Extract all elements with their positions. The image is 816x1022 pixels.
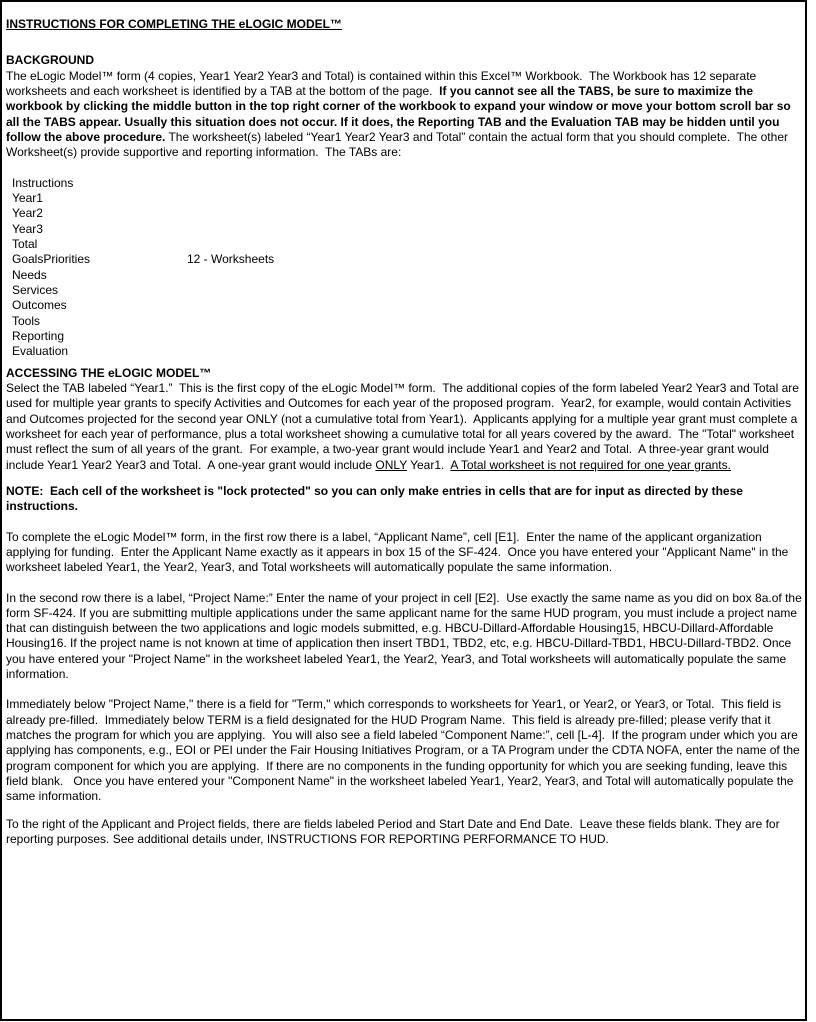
worksheet-tab-item	[12, 222, 803, 237]
section-accessing	[6, 366, 803, 473]
text-run: To complete the eLogic Model™ form, in the first row there is a label, “Applicant Name”, cell [E1]. Enter the name of the applicant organization applying for funding. Enter the Applicant Name exactly as it appears in box 15 of the SF-424. Once you have entered your "Applicant Name" in the worksheet labeled Year1, the Year2, Year3, and Total worksheets will automatically populate the same information.	[6, 529, 792, 575]
worksheet-tab-item	[12, 268, 803, 283]
period-dates-paragraph	[6, 817, 803, 848]
text-run: The eLogic Model™ form (4 copies, Year1 Year2 Year3 and Total) is contained within this Excel™ Workbook. The Workbook has 12 separate worksheets and each worksheet is identified by a TAB at the bottom of the page.	[6, 68, 760, 98]
text-run: A Total worksheet is not required for one year grants.	[450, 457, 731, 472]
worksheet-tab-label: Instructions	[12, 175, 74, 190]
worksheet-tab-label: Tools	[12, 313, 41, 328]
term-component-paragraph	[6, 697, 803, 804]
accessing-paragraph	[6, 381, 803, 473]
text-run: Select the TAB labeled “Year1.” This is the first copy of the eLogic Model™ form. The additional copies of the form labeled Year2 Year3 and Total are used for multiple year grants to specify Activities and Outcomes for each year of the proposed program. Year2, for example, would contain Activities and Outcomes projected for the second year ONLY (not a cumulative total from Year1). Applicants applying for a multiple year grant must complete a worksheet for each year of performance, plus a total worksheet showing a cumulative total for all years covered by the award. The "Total" worksheet must reflect the sum of all years of the grant. For example, a two-year grant would include Year1 and Year2 and Total. A three-year grant would include Year1 Year2 Year3 and Total. A one-year grant would include	[6, 380, 803, 472]
worksheet-tab-item	[12, 252, 803, 267]
project-name-paragraph	[6, 590, 806, 683]
worksheet-tab-item	[12, 344, 803, 359]
worksheet-tab-label: Reporting	[12, 328, 65, 343]
text-run: To the right of the Applicant and Project fields, there are fields labeled Period and Start Date and End Date. Leave these fields blank. They are for reporting purposes. See additional details under, INSTRUCTIONS FOR REPORTING PERFORMANCE TO HUD.	[6, 816, 783, 847]
text-run: NOTE: Each cell of the worksheet is "lock protected" so you can only make entries in cells that are for input as directed by these instructions.	[6, 483, 747, 514]
worksheet-tab-item	[12, 314, 803, 329]
worksheet-tab-item	[12, 176, 803, 191]
worksheet-tab-label: Year1	[12, 190, 43, 205]
worksheet-tab-label: Total	[12, 236, 38, 251]
worksheet-tab-item	[12, 237, 803, 252]
worksheet-tab-label: Year3	[12, 221, 43, 236]
background-paragraph	[6, 69, 803, 161]
applicant-name-paragraph	[6, 530, 803, 576]
accessing-heading: ACCESSING THE eLOGIC MODEL™	[6, 365, 212, 380]
text-run: The worksheet(s) labeled “Year1 Year2 Year3 and Total” contain the actual form that you should complete. The other Worksheet(s) provide supportive and reporting information. The TABs are:	[6, 129, 792, 160]
text-run: ONLY	[375, 457, 407, 472]
text-run: In the second row there is a label, “Project Name:” Enter the name of your project in cell [E2]. Use exactly the same name as you did on box 8a.of the form SF-424. If you are submitting multiple applications under the same applicant name for the same HUD program, you must include a project name that can distinguish between the two applications and logic models submitted, e.g. HBCU-Dillard-Affordable Housing15, HBCU-Dillard-Affordable Housing16. If the project name is not known at time of application then insert TBD1, TBD2, etc, e.g. HBCU-Dillard-TBD1, HBCU-Dillard-TBD2. Once you have entered your "Project Name" in the worksheet labeled Year1, the Year2, Year3, and Total worksheets will automatically populate the same information.	[6, 590, 806, 682]
worksheet-tab-label: GoalsPriorities	[12, 252, 91, 267]
worksheet-tab-item	[12, 283, 803, 298]
worksheet-tab-label: Needs	[12, 267, 47, 282]
worksheet-tab-label: Evaluation	[12, 344, 69, 359]
worksheet-tab-item	[12, 298, 803, 313]
text-run: If you cannot see all the TABS, be sure to maximize the workbook by clicking the middle button in the top right corner of the workbook to expand your window or move your bottom scroll bar so all the TABS appear. Usually this situation does not occur. If it does, the Reporting TAB and the Evaluation TAB may be hidden until you follow the above procedure.	[6, 83, 795, 144]
worksheet-tab-item	[12, 191, 803, 206]
note-paragraph	[6, 484, 803, 515]
text-run: Year1.	[406, 457, 451, 472]
worksheet-tab-label: Year2	[12, 206, 43, 221]
background-heading: BACKGROUND	[6, 53, 94, 68]
text-run: Immediately below "Project Name," there is a field for "Term," which corresponds to worksheets for Year1, or Year2, or Year3, or Total. This field is already pre-filled. Immediately below TERM is a field designated for the HUD Program Name. This field is already pre-filled; please verify that it matches the program for which you are applying. You will also see a field labeled “Component Name:”, cell [L-4]. If the program under which you are applying has components, e.g., EOI or PEI under the Fair Housing Initiatives Program, or a TA Program under the CDTA NOFA, enter the name of the program component for which you are applying. If there are no components in the funding opportunity for which you are seeking funding, leave this field blank. Once you have entered your "Component Name" in the worksheet labeled Year1, Year2, Year3, and Total will automatically populate the same information.	[6, 697, 804, 804]
worksheet-tab-item	[12, 329, 803, 344]
page-title: INSTRUCTIONS FOR COMPLETING THE eLOGIC MODEL™	[6, 17, 342, 31]
worksheet-tab-list	[6, 176, 803, 360]
section-background	[6, 53, 803, 160]
worksheet-tab-label: Services	[12, 282, 59, 297]
worksheet-count-annotation: 12 - Worksheets	[187, 252, 275, 267]
worksheet-tab-item	[12, 206, 803, 221]
worksheet-tab-label: Outcomes	[12, 298, 67, 313]
